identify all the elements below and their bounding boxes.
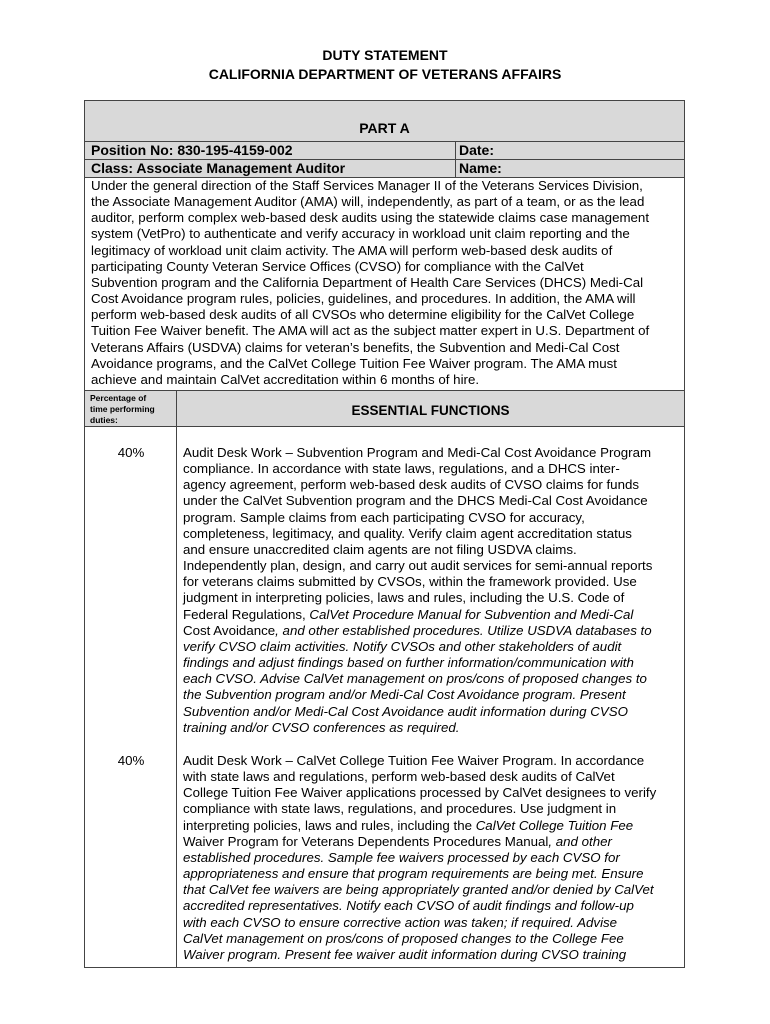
function-line: CalVet management on pros/cons of proposed changes to the College Fee: [183, 930, 624, 946]
function-line: with each CVSO to ensure corrective action was taken; if required. Advise: [183, 914, 618, 930]
summary-line: legitimacy of workload unit claim activity. The AMA will perform web-based desk audits of: [91, 242, 613, 258]
percentage-label-line: time performing: [90, 404, 155, 414]
summary-line: Cost Avoidance program rules, policies, guidelines, and procedures. In addition, the AMA will: [91, 291, 636, 307]
function-line: program. Sample claims from each participating CVSO for accuracy,: [183, 509, 585, 525]
summary-line: the Associate Management Auditor (AMA) will, independently, as part of a team, or as the lead: [91, 194, 645, 210]
function-line: Audit Desk Work – CalVet College Tuition Fee Waiver Program. In accordance: [183, 753, 645, 768]
function-line: Independently plan, design, and carry out audit services for semi-annual reports: [183, 558, 653, 574]
function-line: training and/or CVSO conferences as required.: [183, 719, 460, 735]
function-line: Waiver Program for Veterans Dependents Procedures Manual, and other: [183, 833, 612, 849]
function-line: the Subvention program and/or Medi-Cal Cost Avoidance program. Present: [183, 687, 626, 703]
function-line: accredited representatives. Notify each CVSO of audit findings and follow-up: [183, 898, 634, 914]
percentage-label-line: Percentage of: [90, 393, 147, 403]
functions-table-body: [84, 426, 685, 968]
function-percent: 40%: [117, 445, 145, 460]
function-line: College Tuition Fee Waiver applications processed by CalVet designees to verify: [183, 785, 657, 801]
part-a-title: PART A: [359, 120, 410, 136]
position-summary: [84, 177, 685, 391]
function-line: Cost Avoidance, and other established procedures. Utilize USDVA databases to: [183, 622, 652, 638]
position-number: Position No: 830-195-4159-002: [85, 142, 456, 159]
column-divider: [176, 426, 177, 967]
summary-line: achieve and maintain CalVet accreditation within 6 months of hire.: [91, 371, 480, 387]
class-title: Class: Associate Management Auditor: [85, 160, 456, 177]
function-line: compliance. In accordance with state laws, regulations, and a DHCS inter-: [183, 461, 620, 477]
function-line: Waiver program. Present fee waiver audit information during CVSO training: [183, 946, 627, 962]
function-line: findings and adjust findings based on further information/communication with: [183, 655, 634, 671]
summary-line: Under the general direction of the Staff Services Manager II of the Veterans Services Division,: [91, 178, 643, 193]
function-line: appropriateness and ensure that program requirements are being met. Ensure: [183, 866, 644, 882]
function-line: agency agreement, perform web-based desk audits of CVSO claims for funds: [183, 477, 640, 493]
function-description: [183, 753, 683, 963]
summary-line: Tuition Fee Waiver benefit. The AMA will act as the subject matter expert in U.S. Department of: [91, 323, 650, 339]
part-a-header: [84, 100, 685, 142]
function-line: completeness, legitimacy, and quality. Verify claim agent accreditation status: [183, 525, 632, 541]
function-line: judgment in interpreting policies, laws and rules, including the U.S. Code of: [183, 590, 625, 606]
date-label: Date:: [459, 142, 495, 158]
function-line: compliance with state laws, regulations, and procedures. Use judgment in: [183, 801, 617, 817]
document-title: DUTY STATEMENT: [322, 47, 448, 63]
function-line: that CalVet fee waivers are being appropriately granted and/or denied by CalVet: [183, 882, 654, 898]
function-line: for veterans claims submitted by CVSOs, within the framework provided. Use: [183, 574, 637, 590]
function-line: under the CalVet Subvention program and the DHCS Medi-Cal Cost Avoidance: [183, 493, 648, 509]
summary-line: participating County Veteran Service Offices (CVSO) for compliance with the CalVet: [91, 258, 584, 274]
function-line: each CVSO. Advise CalVet management on pros/cons of proposed changes to: [183, 671, 647, 687]
percentage-label: [85, 391, 177, 426]
function-percent: 40%: [117, 753, 145, 768]
summary-line: Veterans Affairs (USDVA) claims for veteran’s benefits, the Subvention and Medi-Cal Cost: [91, 339, 620, 355]
function-line: and ensure unaccredited claim agents are not filing USDVA claims.: [183, 541, 577, 557]
position-row: [84, 141, 685, 160]
class-row: [84, 159, 685, 178]
function-line: verify CVSO claim activities. Notify CVSOs and other stakeholders of audit: [183, 638, 622, 654]
function-line: Audit Desk Work – Subvention Program and Medi-Cal Cost Avoidance Program: [183, 445, 652, 460]
function-line: Federal Regulations, CalVet Procedure Manual for Subvention and Medi-Cal: [183, 606, 634, 622]
function-line: interpreting policies, laws and rules, including the CalVet College Tuition Fee: [183, 817, 634, 833]
summary-line: auditor, perform complex web-based desk audits using the statewide claims case management: [91, 210, 650, 226]
essential-functions-title: ESSENTIAL FUNCTIONS: [351, 403, 510, 418]
department-title: CALIFORNIA DEPARTMENT OF VETERANS AFFAIRS: [208, 66, 562, 82]
function-line: with state laws and regulations, perform web-based desk audits of CalVet: [183, 769, 615, 785]
name-label: Name:: [459, 160, 502, 176]
function-line: established procedures. Sample fee waivers processed by each CVSO for: [183, 849, 620, 865]
summary-line: perform web-based desk audits of all CVSOs who determine eligibility for the CalVet College: [91, 307, 635, 323]
summary-line: Avoidance programs, and the CalVet College Tuition Fee Waiver program. The AMA must: [91, 355, 617, 371]
function-line: Subvention and/or Medi-Cal Cost Avoidance audit information during CVSO: [183, 703, 628, 719]
function-description: [183, 445, 683, 736]
summary-line: system (VetPro) to authenticate and verify accuracy in workload unit claim reporting and the: [91, 226, 630, 242]
summary-line: Subvention program and the California Department of Health Care Services (DHCS) Medi-Cal: [91, 274, 644, 290]
functions-header: [84, 390, 685, 427]
percentage-label-line: duties:: [90, 415, 118, 425]
